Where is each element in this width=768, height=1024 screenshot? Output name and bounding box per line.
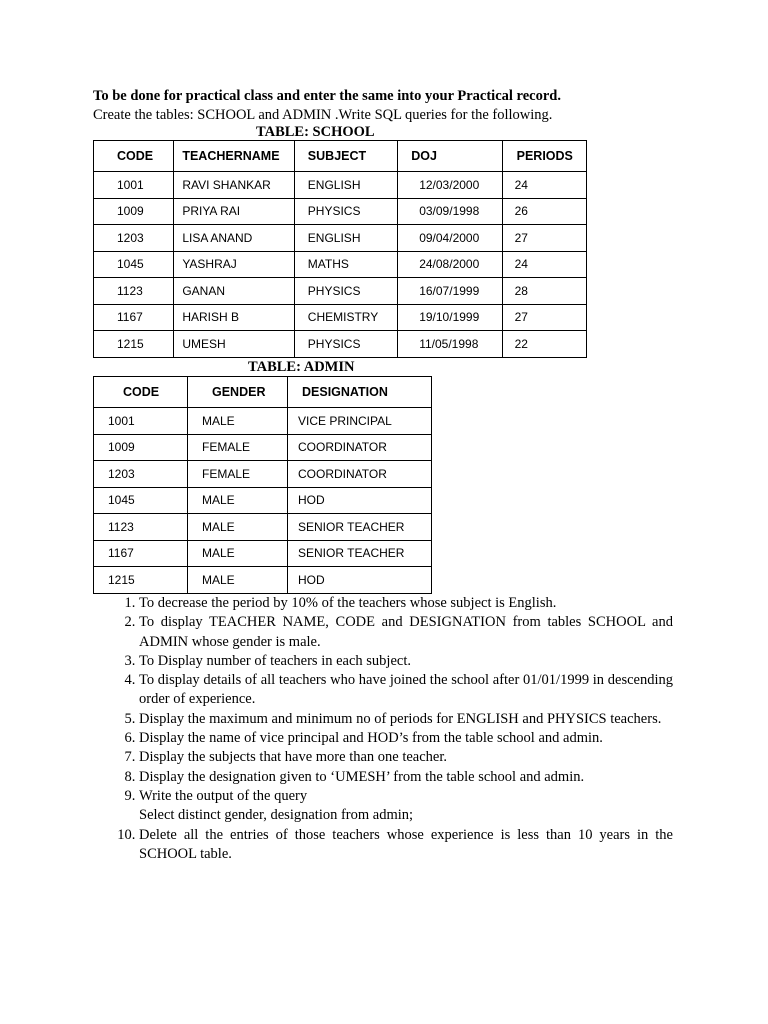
table-cell: RAVI SHANKAR <box>174 172 294 199</box>
table-cell: MALE <box>188 540 288 567</box>
list-item: 2. To display TEACHER NAME, CODE and DESIGNATION from tables SCHOOL and ADMIN whose gender is male. <box>139 613 673 652</box>
table-cell: 1167 <box>94 304 174 331</box>
list-item: 4. To display details of all teachers who have joined the school after 01/01/1999 in descending order of experience. <box>139 671 673 710</box>
table-cell: 1203 <box>94 225 174 252</box>
table-row <box>94 408 432 435</box>
table-cell: LISA ANAND <box>174 225 294 252</box>
admin-column-header: CODE <box>94 377 188 408</box>
table-cell: HOD <box>288 567 432 594</box>
school-column-header: PERIODS <box>502 141 586 172</box>
table-cell: FEMALE <box>188 434 288 461</box>
table-cell: ENGLISH <box>294 225 397 252</box>
school-table <box>93 140 587 358</box>
table-cell: SENIOR TEACHER <box>288 514 432 541</box>
table-row <box>94 540 432 567</box>
table-cell: 1123 <box>94 514 188 541</box>
admin-table-caption: TABLE: ADMIN <box>248 359 355 375</box>
table-cell: 1001 <box>94 408 188 435</box>
school-column-header: CODE <box>94 141 174 172</box>
school-column-header: DOJ <box>398 141 502 172</box>
table-cell: VICE PRINCIPAL <box>288 408 432 435</box>
table-cell: PHYSICS <box>294 198 397 225</box>
list-item: 7. Display the subjects that have more than one teacher. <box>139 748 673 767</box>
question-list <box>93 594 673 864</box>
table-cell: COORDINATOR <box>288 461 432 488</box>
table-cell: 1045 <box>94 487 188 514</box>
table-row <box>94 567 432 594</box>
table-cell: 1009 <box>94 434 188 461</box>
table-row <box>94 434 432 461</box>
page-heading: To be done for practical class and enter the same into your Practical record. <box>93 88 561 104</box>
table-cell: FEMALE <box>188 461 288 488</box>
table-cell: GANAN <box>174 278 294 305</box>
school-column-header: TEACHERNAME <box>174 141 294 172</box>
intro-text: Create the tables: SCHOOL and ADMIN .Write SQL queries for the following. <box>93 107 553 123</box>
table-cell: 09/04/2000 <box>398 225 502 252</box>
table-cell: 19/10/1999 <box>398 304 502 331</box>
table-cell: 1167 <box>94 540 188 567</box>
list-item: 8. Display the designation given to ‘UMESH’ from the table school and admin. <box>139 768 673 787</box>
table-cell: MALE <box>188 514 288 541</box>
table-cell: MATHS <box>294 251 397 278</box>
school-table-header <box>94 141 587 172</box>
table-cell: ENGLISH <box>294 172 397 199</box>
table-cell: MALE <box>188 408 288 435</box>
table-cell: PHYSICS <box>294 278 397 305</box>
table-cell: 12/03/2000 <box>398 172 502 199</box>
table-cell: 1215 <box>94 567 188 594</box>
table-cell: 24 <box>502 251 586 278</box>
table-cell: 1203 <box>94 461 188 488</box>
table-cell: HOD <box>288 487 432 514</box>
table-row <box>94 225 587 252</box>
table-cell: HARISH B <box>174 304 294 331</box>
table-cell: MALE <box>188 487 288 514</box>
table-row <box>94 331 587 358</box>
table-cell: 1045 <box>94 251 174 278</box>
school-table-caption: TABLE: SCHOOL <box>256 124 375 140</box>
table-row <box>94 461 432 488</box>
table-row <box>94 487 432 514</box>
table-cell: 27 <box>502 304 586 331</box>
table-cell: MALE <box>188 567 288 594</box>
table-cell: COORDINATOR <box>288 434 432 461</box>
table-cell: UMESH <box>174 331 294 358</box>
table-cell: 28 <box>502 278 586 305</box>
table-row <box>94 251 587 278</box>
admin-header-row <box>94 377 432 408</box>
table-cell: 1215 <box>94 331 174 358</box>
table-cell: 11/05/1998 <box>398 331 502 358</box>
table-cell: 22 <box>502 331 586 358</box>
list-item: 5. Display the maximum and minimum no of periods for ENGLISH and PHYSICS teachers. <box>139 710 673 729</box>
table-cell: 24 <box>502 172 586 199</box>
admin-table <box>93 376 432 594</box>
admin-column-header: GENDER <box>188 377 288 408</box>
school-column-header: SUBJECT <box>294 141 397 172</box>
table-cell: PHYSICS <box>294 331 397 358</box>
school-header-row <box>94 141 587 172</box>
table-cell: CHEMISTRY <box>294 304 397 331</box>
table-cell: 1001 <box>94 172 174 199</box>
admin-column-header: DESIGNATION <box>288 377 432 408</box>
table-cell: 1009 <box>94 198 174 225</box>
list-item: 9. Write the output of the query Select distinct gender, designation from admin; <box>139 787 673 826</box>
list-item: 6. Display the name of vice principal and HOD’s from the table school and admin. <box>139 729 673 748</box>
school-table-body <box>94 172 587 358</box>
table-cell: 16/07/1999 <box>398 278 502 305</box>
table-cell: 26 <box>502 198 586 225</box>
table-row <box>94 278 587 305</box>
table-row <box>94 304 587 331</box>
table-row <box>94 198 587 225</box>
table-cell: 1123 <box>94 278 174 305</box>
table-cell: PRIYA RAI <box>174 198 294 225</box>
table-cell: SENIOR TEACHER <box>288 540 432 567</box>
table-cell: 03/09/1998 <box>398 198 502 225</box>
table-cell: 24/08/2000 <box>398 251 502 278</box>
table-cell: YASHRAJ <box>174 251 294 278</box>
admin-table-header <box>94 377 432 408</box>
admin-table-body <box>94 408 432 594</box>
table-cell: 27 <box>502 225 586 252</box>
table-row <box>94 172 587 199</box>
list-item: 10. Delete all the entries of those teachers whose experience is less than 10 years in the SCHOOL table. <box>139 826 673 865</box>
table-row <box>94 514 432 541</box>
list-item: 3. To Display number of teachers in each subject. <box>139 652 673 671</box>
list-item: 1. To decrease the period by 10% of the teachers whose subject is English. <box>139 594 673 613</box>
